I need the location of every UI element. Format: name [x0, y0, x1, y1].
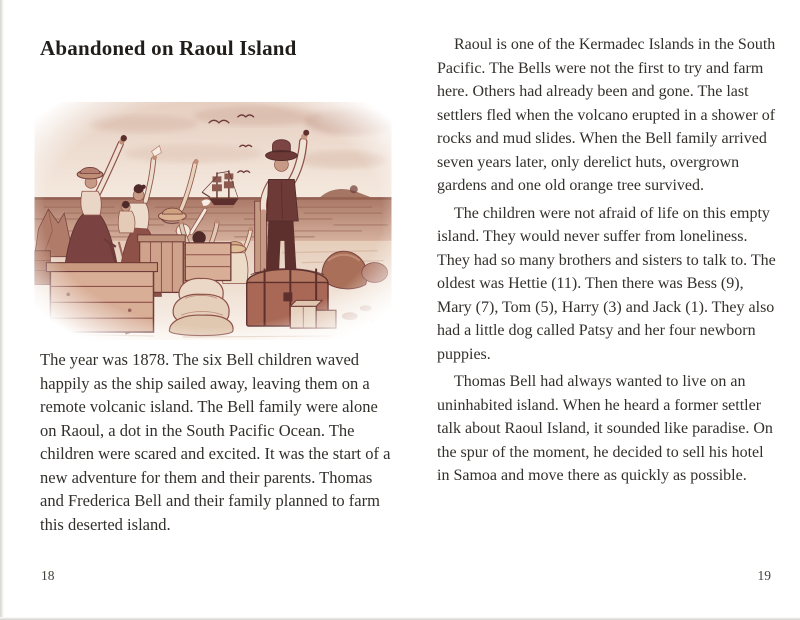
- chapter-title: Abandoned on Raoul Island: [40, 36, 297, 60]
- story-illustration-svg: [34, 102, 392, 340]
- paragraph: Thomas Bell had always wanted to live on an uninhabited island. When he heard a former settler talk about Raoul Island, it sounded like paradise. On the spur of the moment, he decided to sell his hotel in Samoa and move there as quickly as possible.: [437, 373, 773, 484]
- scan-edge-left: [0, 0, 4, 620]
- left-page: [40, 0, 392, 620]
- right-page: [437, 0, 777, 620]
- page-number-left: 18: [41, 568, 55, 583]
- paragraph: The year was 1878. The six Bell children waved happily as the ship sailed away, leaving them on a remote volcanic island. The Bell family were alone on Raoul, a dot in the South Pacific Ocean. The children were scared and excited. It was the start of a new adventure for them and their parents. Thomas and Frederica Bell and their family planned to farm this deserted island.: [40, 350, 391, 534]
- left-page-body: [40, 348, 392, 536]
- page-number-right: 19: [757, 568, 771, 583]
- story-illustration: [34, 102, 392, 340]
- right-page-body: [437, 33, 777, 492]
- paragraph: The children were not afraid of life on this empty island. They would never suffer from loneliness. They had so many brothers and sisters to talk to. The oldest was Hettie (11). Then there was Bess (9), Mary (7), Tom (5), Harry (3) and Jack (1). They also had a little dog called Patsy and her four newborn puppies.: [437, 204, 776, 363]
- paragraph: Raoul is one of the Kermadec Islands in the South Pacific. The Bells were not the first to try and farm here. Others had already been and gone. The last settlers fled when the volcano erupted in a shower of rocks and mud slides. When the Bell family arrived seven years later, only derelict huts, overgrown gardens and one old orange tree survived.: [437, 36, 776, 194]
